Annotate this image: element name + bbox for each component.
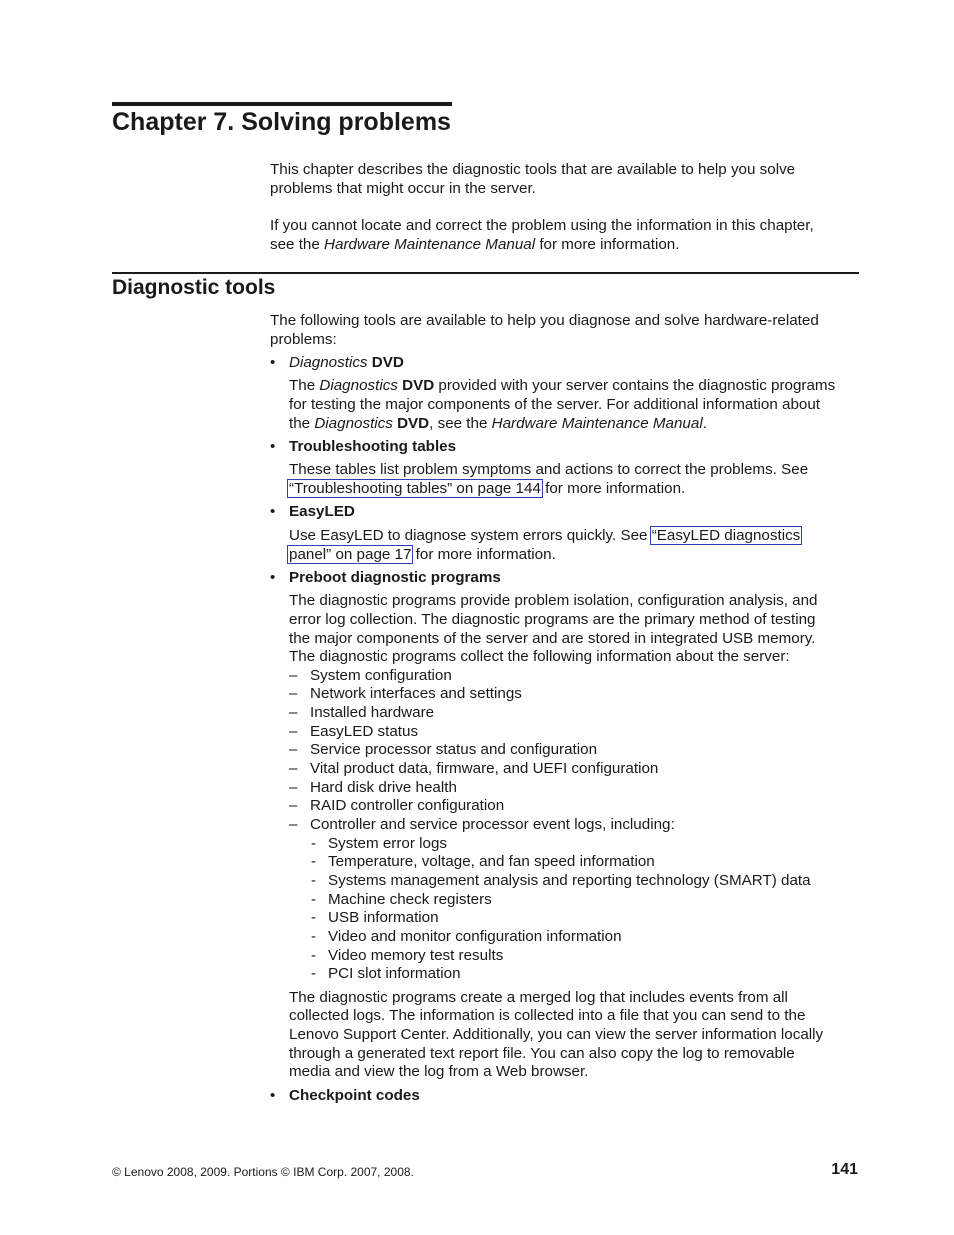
preboot-heading: Preboot diagnostic programs	[289, 569, 501, 586]
section-intro-line: The following tools are available to help you diagnose and solve hardware-related	[270, 312, 819, 329]
dash: –	[289, 667, 298, 684]
sub-list-item: PCI slot information	[328, 965, 461, 982]
easyled-text-line: panel” on page 17 for more information.	[289, 546, 556, 563]
preboot-text-line: the major components of the server and are stored in integrated USB memory.	[289, 630, 816, 647]
checkpoint-heading: Checkpoint codes	[289, 1087, 420, 1104]
dash: –	[289, 704, 298, 721]
hyphen: -	[311, 909, 317, 926]
preboot-text-line: The diagnostic programs collect the following information about the server:	[289, 648, 790, 665]
dvd-text-line: The Diagnostics DVD provided with your server contains the diagnostic programs	[289, 377, 836, 394]
list-item: Hard disk drive health	[310, 779, 457, 796]
section-intro-line: problems:	[270, 331, 337, 348]
dvd-heading: Diagnostics DVD	[289, 354, 404, 371]
list-item: Network interfaces and settings	[310, 685, 522, 702]
page-number: 141	[831, 1161, 858, 1178]
sub-list-item: Video memory test results	[328, 947, 504, 964]
bullet: •	[270, 438, 276, 455]
chapter-intro-line: If you cannot locate and correct the problem using the information in this chapter,	[270, 217, 814, 234]
sub-list-item: Temperature, voltage, and fan speed information	[328, 853, 655, 870]
troubleshooting-text-line: “Troubleshooting tables” on page 144 for more information.	[289, 480, 686, 497]
hyphen: -	[311, 928, 317, 945]
chapter-intro-line: This chapter describes the diagnostic tools that are available to help you solve	[270, 161, 796, 178]
manual-title: Hardware Maintenance Manual	[324, 236, 536, 253]
preboot-text-line: The diagnostic programs provide problem isolation, configuration analysis, and	[289, 592, 818, 609]
chapter-intro-line: problems that might occur in the server.	[270, 180, 536, 197]
easyled-heading: EasyLED	[289, 503, 355, 520]
bullet: •	[270, 503, 276, 520]
dash: –	[289, 723, 298, 740]
list-item: Vital product data, firmware, and UEFI configuration	[310, 760, 659, 777]
sub-list-item: USB information	[328, 909, 439, 926]
preboot-closing-line: Lenovo Support Center. Additionally, you can view the server information locally	[289, 1026, 824, 1043]
chapter-rule	[112, 102, 452, 106]
dash: –	[289, 816, 298, 833]
list-item: Service processor status and configuration	[310, 741, 598, 758]
list-item: Installed hardware	[310, 704, 435, 721]
hyphen: -	[311, 947, 317, 964]
sub-list-item: System error logs	[328, 835, 448, 852]
dash: –	[289, 685, 298, 702]
troubleshooting-tables-link[interactable]: “Troubleshooting tables” on page 144	[289, 480, 541, 497]
chapter-intro-line: see the Hardware Maintenance Manual for more information.	[270, 236, 680, 253]
list-item: EasyLED status	[310, 723, 419, 740]
preboot-closing-line: media and view the log from a Web browser.	[289, 1063, 589, 1080]
hyphen: -	[311, 891, 317, 908]
dash: –	[289, 779, 298, 796]
section-rule	[112, 272, 859, 274]
troubleshooting-text-line: These tables list problem symptoms and actions to correct the problems. See	[289, 461, 809, 478]
sub-list-item: Machine check registers	[328, 891, 492, 908]
troubleshooting-heading: Troubleshooting tables	[289, 438, 457, 455]
hyphen: -	[311, 835, 317, 852]
footer-copyright: © Lenovo 2008, 2009. Portions © IBM Corp. 2007, 2008.	[112, 1165, 414, 1179]
hyphen: -	[311, 853, 317, 870]
dvd-text-line: the Diagnostics DVD, see the Hardware Maintenance Manual.	[289, 415, 707, 432]
dash: –	[289, 797, 298, 814]
list-item: Controller and service processor event logs, including:	[310, 816, 675, 833]
dvd-text-line: for testing the major components of the server. For additional information about	[289, 396, 821, 413]
preboot-closing-line: The diagnostic programs create a merged log that includes events from all	[289, 989, 788, 1006]
list-item: System configuration	[310, 667, 452, 684]
easyled-text-line: Use EasyLED to diagnose system errors quickly. See “EasyLED diagnostics	[289, 527, 801, 544]
easyled-panel-link[interactable]: “EasyLED diagnostics	[651, 527, 801, 544]
preboot-closing-line: collected logs. The information is collected into a file that you can send to the	[289, 1007, 806, 1024]
dash: –	[289, 741, 298, 758]
sub-list-item: Video and monitor configuration information	[328, 928, 622, 945]
preboot-closing-line: through a generated text report file. You can also copy the log to removable	[289, 1045, 795, 1062]
preboot-text-line: error log collection. The diagnostic programs are the primary method of testing	[289, 611, 816, 628]
section-title: Diagnostic tools	[112, 276, 276, 299]
list-item: RAID controller configuration	[310, 797, 505, 814]
bullet: •	[270, 569, 276, 586]
dash: –	[289, 760, 298, 777]
bullet: •	[270, 354, 276, 371]
sub-list-item: Systems management analysis and reporting technology (SMART) data	[328, 872, 811, 889]
hyphen: -	[311, 872, 317, 889]
hyphen: -	[311, 965, 317, 982]
bullet: •	[270, 1087, 276, 1104]
chapter-title: Chapter 7. Solving problems	[112, 108, 451, 136]
easyled-panel-link-cont[interactable]: panel” on page 17	[289, 546, 412, 563]
